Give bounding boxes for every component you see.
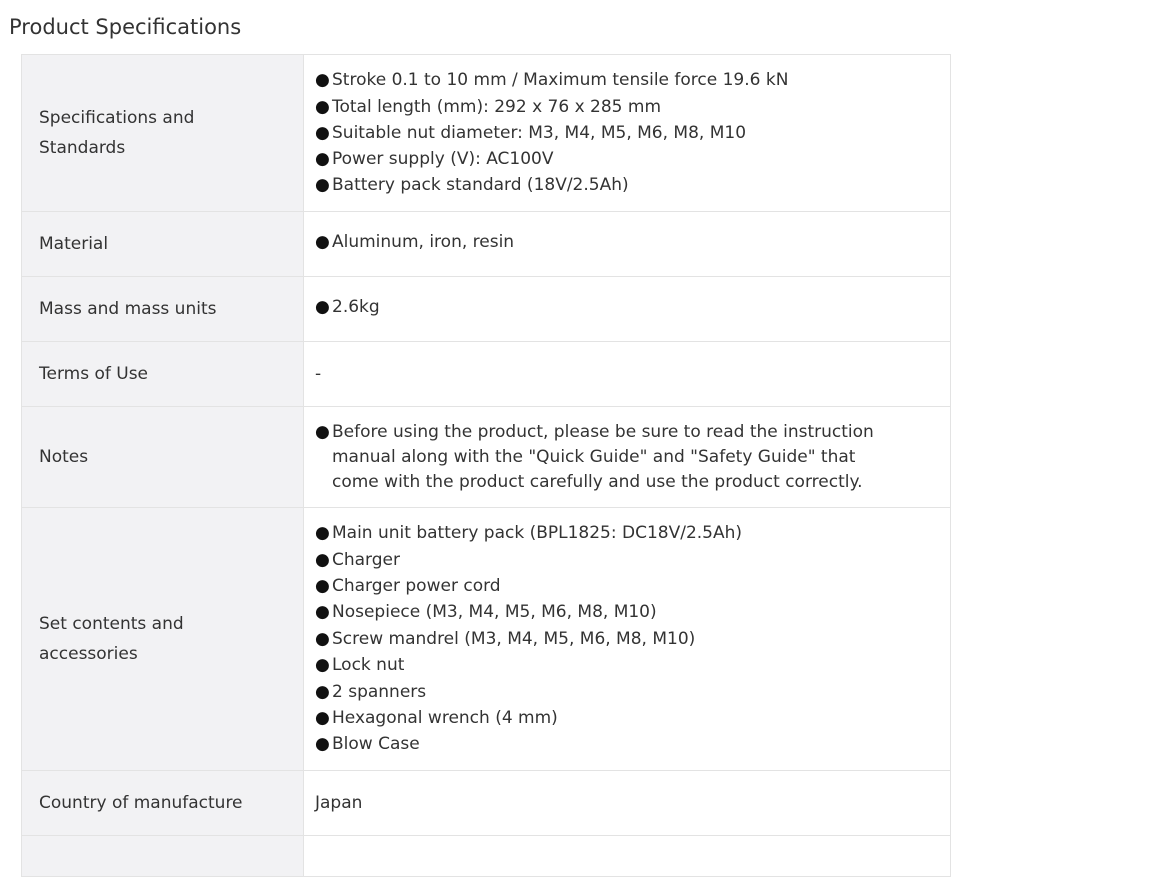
table-row [22,277,951,342]
list-item-text: Main unit battery pack (BPL1825: DC18V/2.5Ah) [332,523,743,544]
spec-value [304,55,951,212]
list-item [315,420,905,495]
bullet-list [315,67,930,198]
bullet-icon: ● [315,523,330,544]
spec-value [304,277,951,342]
spec-label: Country of manufacture [22,771,304,836]
bullet-icon: ● [315,681,330,702]
spec-label-text: Specifications and Standards [39,108,195,158]
spec-value: Japan [304,771,951,836]
list-item-text: Charger [332,549,400,570]
spec-label: Mass and mass units [22,277,304,342]
bullet-icon: ● [315,96,330,117]
spec-label: Terms of Use [22,342,304,407]
spec-label [22,836,304,877]
bullet-icon: ● [315,734,330,755]
bullet-icon: ● [315,575,330,596]
list-item [315,94,930,120]
list-item [315,731,930,757]
bullet-icon: ● [315,149,330,170]
list-item [315,146,930,172]
list-item [315,705,930,731]
list-item-text: Stroke 0.1 to 10 mm / Maximum tensile force 19.6 kN [332,70,789,91]
bullet-icon: ● [315,549,330,570]
spec-label: Material [22,212,304,277]
list-item-text: Lock nut [332,655,405,676]
bullet-icon: ● [315,297,330,317]
list-item [315,626,930,652]
spec-label [22,55,304,212]
list-item-text: Battery pack standard (18V/2.5Ah) [332,175,629,196]
list-item [315,679,930,705]
bullet-icon: ● [315,122,330,143]
list-item-text: Before using the product, please be sure to read the instruction manual along with the "Quick Guide" and "Safety Guide" that come with the product carefully and use the product correctly. [332,421,874,492]
table-row [22,771,951,836]
list-item-text: Aluminum, iron, resin [332,232,515,252]
list-item [315,599,930,625]
list-item [315,652,930,678]
spec-label-text: Set contents and accessories [39,614,184,664]
spec-label [22,508,304,771]
page-title: Product Specifications [9,15,242,39]
list-item [315,547,930,573]
list-item [315,294,930,320]
bullet-icon: ● [315,421,330,442]
table-row [22,55,951,212]
bullet-list [315,420,930,495]
table-row [22,212,951,277]
list-item-text: Screw mandrel (M3, M4, M5, M6, M8, M10) [332,628,696,649]
list-item-text: 2.6kg [332,297,380,317]
list-item-text: Suitable nut diameter: M3, M4, M5, M6, M8, M10 [332,122,747,143]
bullet-icon: ● [315,628,330,649]
bullet-icon: ● [315,175,330,196]
list-item-text: Total length (mm): 292 x 76 x 285 mm [332,96,662,117]
bullet-icon: ● [315,232,330,252]
bullet-list [315,229,930,255]
list-item-text: Charger power cord [332,575,501,596]
bullet-icon: ● [315,708,330,729]
list-item-text: Blow Case [332,734,420,755]
list-item [315,520,930,546]
table-row [22,508,951,771]
list-item-text: Power supply (V): AC100V [332,149,554,170]
list-item [315,120,930,146]
bullet-list [315,520,930,758]
bullet-icon: ● [315,70,330,91]
list-item [315,573,930,599]
list-item-text: Hexagonal wrench (4 mm) [332,708,558,729]
list-item-text: Nosepiece (M3, M4, M5, M6, M8, M10) [332,602,657,623]
spec-label: Notes [22,407,304,508]
table-row [22,342,951,407]
list-item [315,229,930,255]
bullet-icon: ● [315,602,330,623]
spec-value [304,212,951,277]
spec-value [304,407,951,508]
spec-value: - [304,342,951,407]
list-item-text: 2 spanners [332,681,427,702]
spec-table [21,54,951,877]
list-item [315,67,930,93]
table-row [22,836,951,877]
spec-value [304,508,951,771]
table-row [22,407,951,508]
bullet-list [315,294,930,320]
bullet-icon: ● [315,655,330,676]
spec-value [304,836,951,877]
list-item [315,172,930,198]
